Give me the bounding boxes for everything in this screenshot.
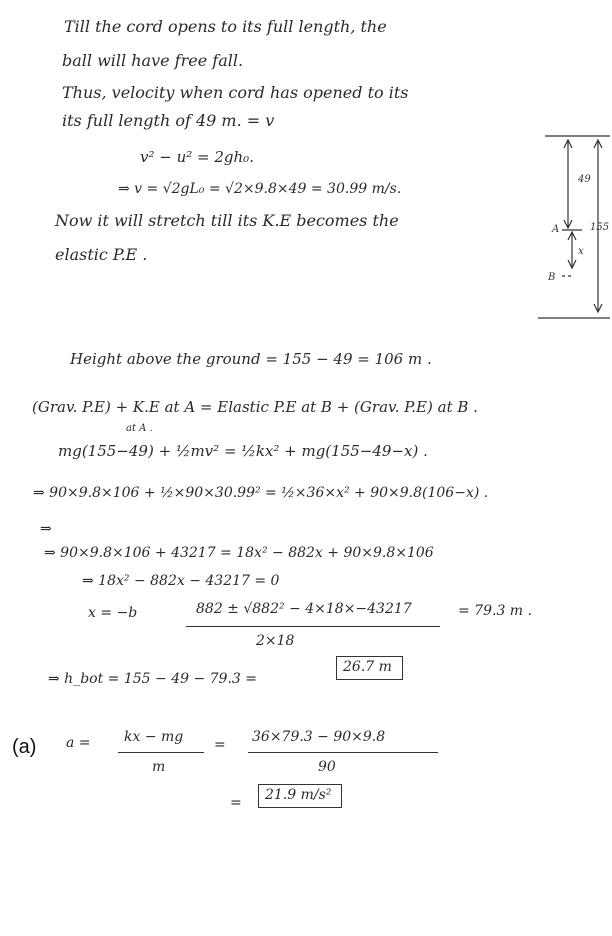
equation-kinematics: v² − u² = 2gh₀. <box>140 148 254 166</box>
equation-energy-numeric: ⇒ 90×9.8×106 + ½×90×30.99² = ½×36×x² + 90×9.8(106−x) . <box>33 485 489 501</box>
text-line-1: Till the cord opens to its full length, the <box>64 17 387 36</box>
acceleration-denominator: m <box>152 759 166 775</box>
h-bottom-result-box: 26.7 m <box>336 656 403 680</box>
acceleration-equals: = <box>214 737 226 753</box>
acceleration-numerator: kx − mg <box>124 729 184 745</box>
text-line-5: Now it will stretch till its K.E becomes the <box>55 211 399 230</box>
quadratic-result: = 79.3 m . <box>458 603 532 619</box>
cord-length-label: 49 <box>578 174 591 185</box>
quadratic-fraction-bar <box>186 626 440 627</box>
height-above-ground-line: Height above the ground = 155 − 49 = 106 m . <box>70 350 432 368</box>
stretch-label: x <box>578 246 584 257</box>
acceleration-fraction-bar <box>118 752 204 753</box>
at-a-note: at A . <box>126 423 153 434</box>
equation-energy-symbolic: mg(155−49) + ½mv² = ½kx² + mg(155−49−x) . <box>58 442 428 460</box>
part-a-label: (a) <box>12 736 37 758</box>
acceleration-numerator-numeric: 36×79.3 − 90×9.8 <box>252 729 386 745</box>
quadratic-denominator: 2×18 <box>256 633 295 649</box>
text-line-6: elastic P.E . <box>55 245 148 264</box>
equation-simplified: ⇒ 90×9.8×106 + 43217 = 18x² − 882x + 90×9.8×106 <box>44 545 434 561</box>
point-b-label: B <box>548 272 556 283</box>
quadratic-lhs: x = −b <box>88 605 138 621</box>
acceleration-denominator-numeric: 90 <box>318 759 336 775</box>
equation-h-bottom: ⇒ h_bot = 155 − 49 − 79.3 = <box>48 671 257 687</box>
text-line-3: Thus, velocity when cord has opened to its <box>62 83 409 102</box>
equation-velocity: ⇒ v = √2gL₀ = √2×9.8×49 = 30.99 m/s. <box>118 181 402 197</box>
total-height-label: 155 <box>590 222 610 233</box>
acceleration-numeric-fraction-bar <box>248 752 438 753</box>
acceleration-result-box: 21.9 m/s² <box>258 784 342 808</box>
acceleration-lhs: a = <box>66 735 91 751</box>
text-line-2: ball will have free fall. <box>62 51 244 70</box>
point-a-label: A <box>552 224 560 235</box>
acceleration-equals-2: = <box>230 795 242 811</box>
quadratic-numerator: 882 ± √882² − 4×18×−43217 <box>196 601 412 617</box>
equation-quadratic: ⇒ 18x² − 882x − 43217 = 0 <box>82 573 280 589</box>
equation-arrow: ⇒ <box>40 521 52 537</box>
text-line-4: its full length of 49 m. = v <box>62 111 275 130</box>
energy-balance-line: (Grav. P.E) + K.E at A = Elastic P.E at B + (Grav. P.E) at B . <box>32 398 478 416</box>
